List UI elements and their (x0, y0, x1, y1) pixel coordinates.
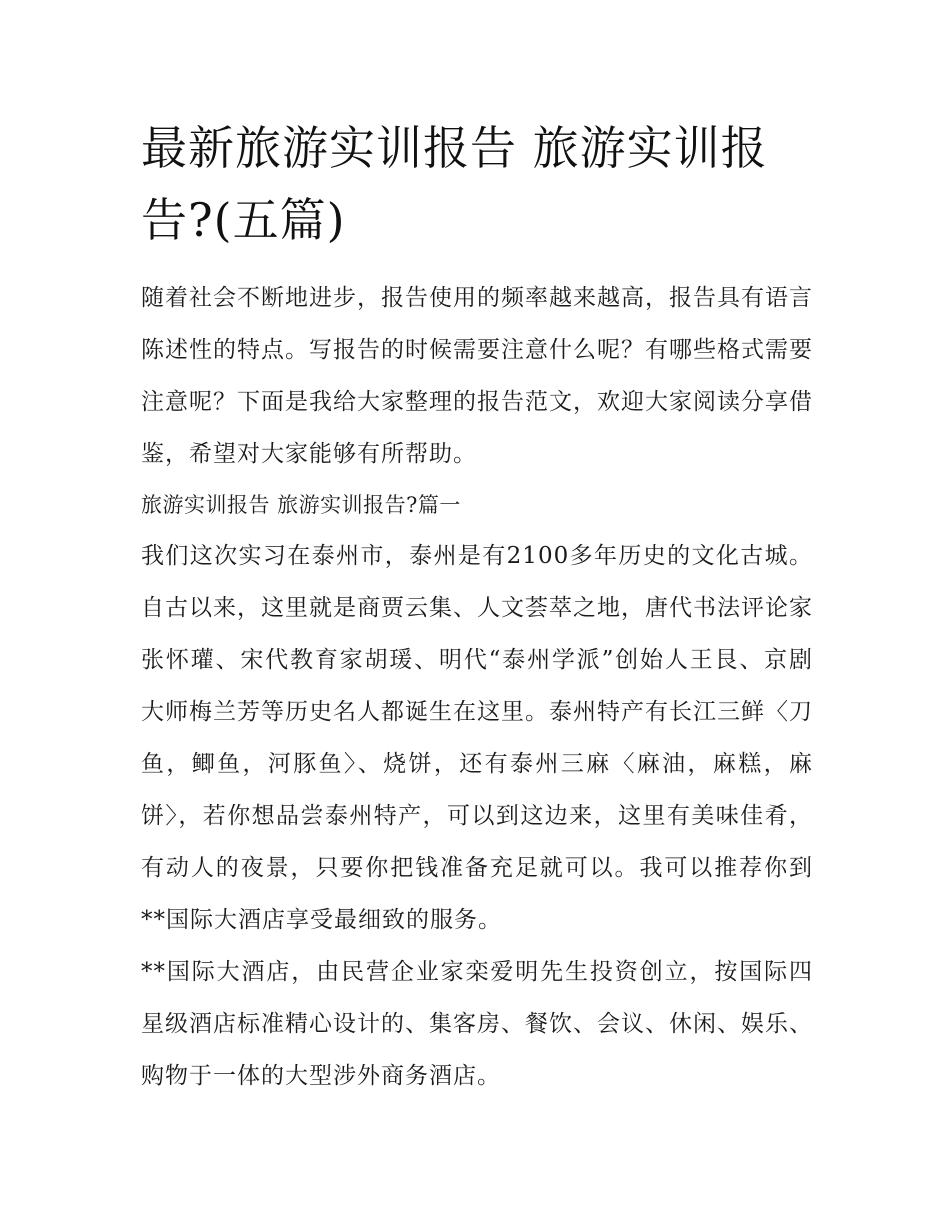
section-heading: 旅游实训报告 旅游实训报告?篇一 (141, 493, 461, 517)
body-paragraph-1: 我们这次实习在泰州市，泰州是有2100多年历史的文化古城。自古以来，这里就是商贾云集、人文荟萃之地，唐代书法评论家张怀瓘、宋代教育家胡瑗、明代“泰州学派”创始人王艮、京剧大师梅兰芳等历史名人都诞生在这里。泰州特产有长江三鲜〈刀鱼，鲫鱼，河豚鱼〉、烧饼，还有泰州三麻〈麻油，麻糕，麻饼〉，若你想品尝泰州特产，可以到这边来，这里有美味佳肴，有动人的夜景，只要你把钱准备充足就可以。我可以推荐你到**国际大酒店享受最细致的服务。 (141, 543, 813, 933)
document-title: 最新旅游实训报告 旅游实训报告?(五篇) (141, 121, 768, 247)
intro-paragraph: 随着社会不断地进步，报告使用的频率越来越高，报告具有语言陈述性的特点。写报告的时候需要注意什么呢？有哪些格式需要注意呢？下面是我给大家整理的报告范文，欢迎大家阅读分享借鉴，希望对大家能够有所帮助。 (141, 285, 813, 467)
body-paragraph-2: **国际大酒店，由民营企业家栾爱明先生投资创立，按国际四星级酒店标准精心设计的、集客房、餐饮、会议、休闲、娱乐、购物于一体的大型涉外商务酒店。 (141, 959, 813, 1089)
document-body (141, 112, 813, 1102)
